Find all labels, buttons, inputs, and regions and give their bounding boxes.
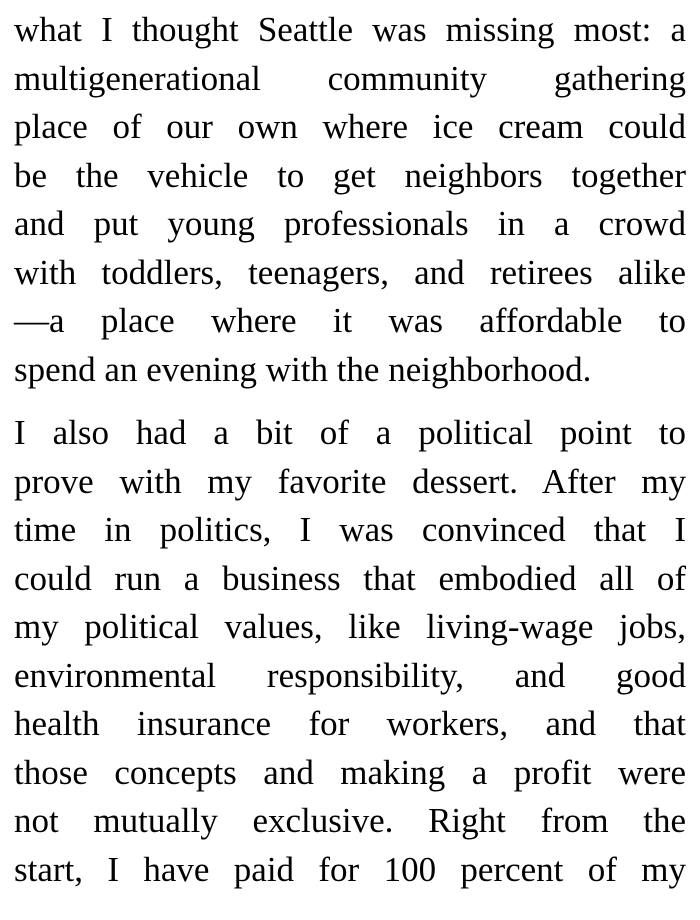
- paragraph-1: [14, 6, 686, 394]
- text-line: multigenerational community gathering: [14, 58, 686, 98]
- text-line: with toddlers, teenagers, and retirees alike: [14, 252, 686, 292]
- text-line: what I thought Seattle was missing most: a: [14, 10, 686, 49]
- text-line: time in politics, I was convinced that I: [14, 510, 686, 549]
- text-line: and put young professionals in a crowd: [14, 204, 686, 243]
- text-line: —a place where it was affordable to: [14, 301, 686, 340]
- text-line: I also had a bit of a political point to: [14, 413, 686, 452]
- text-line: prove with my favorite dessert. After my: [14, 461, 686, 501]
- text-line: health insurance for workers, and that: [14, 704, 686, 743]
- text-line: spend an evening with the neighborhood.: [14, 349, 592, 389]
- text-line: place of our own where ice cream could: [14, 107, 686, 146]
- text-line: not mutually exclusive. Right from the: [14, 801, 686, 840]
- document-page: [14, 6, 686, 894]
- paragraph-2: [14, 409, 686, 894]
- text-line: start, I have paid for 100 percent of my: [14, 849, 686, 889]
- text-line: could run a business that embodied all of: [14, 558, 686, 598]
- text-line: my political values, like living-wage jobs,: [14, 607, 686, 646]
- text-line: environmental responsibility, and good: [14, 655, 686, 695]
- text-line: be the vehicle to get neighbors together: [14, 155, 686, 195]
- text-line: those concepts and making a profit were: [14, 752, 686, 792]
